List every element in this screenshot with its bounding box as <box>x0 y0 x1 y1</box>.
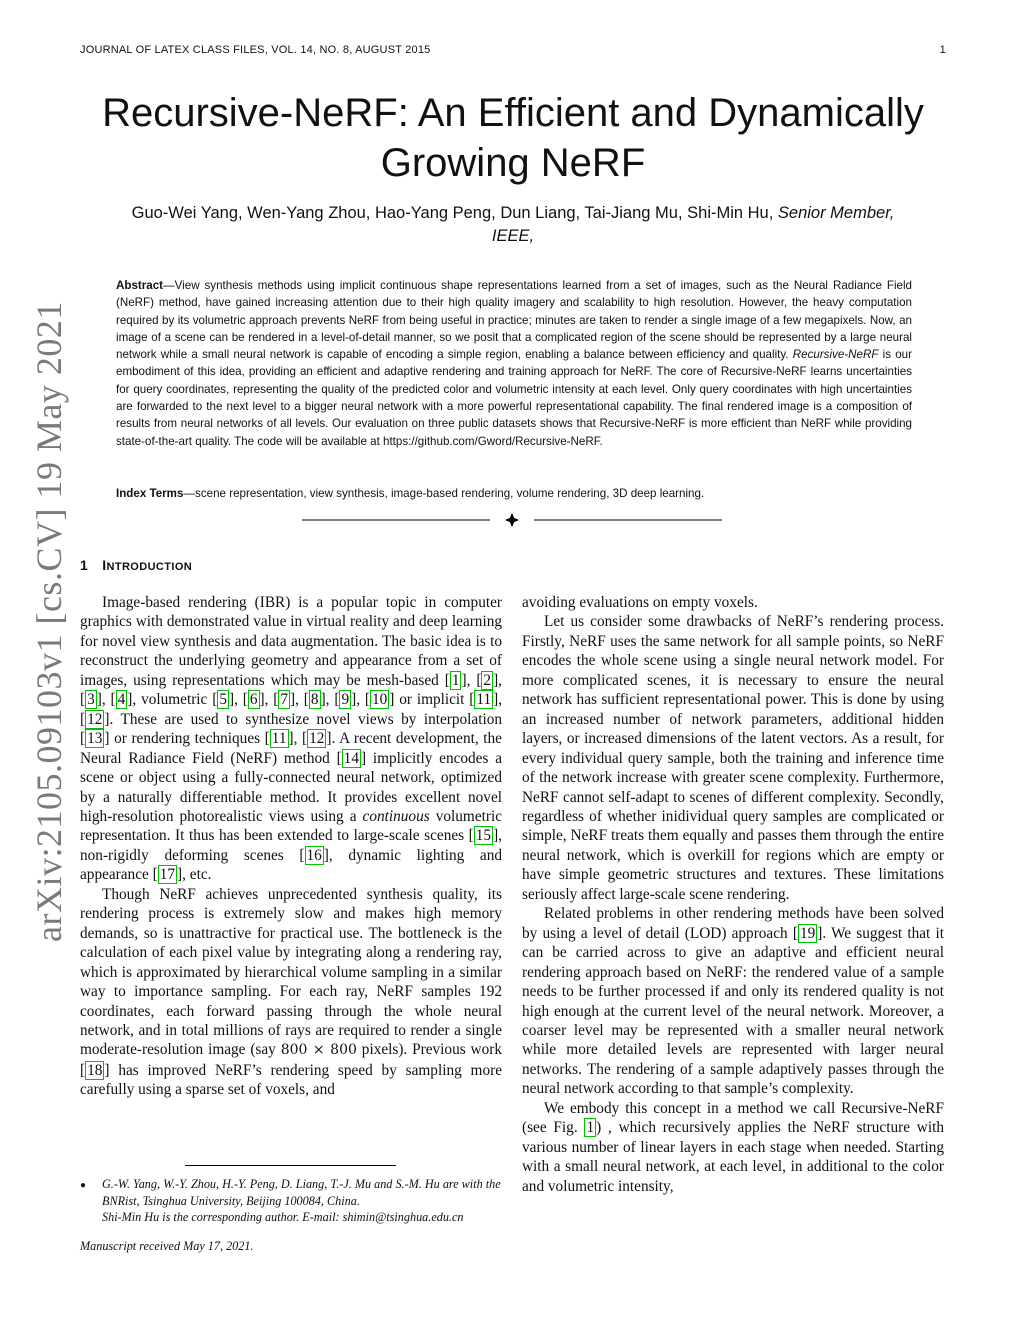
paragraph <box>522 1099 944 1196</box>
emphasis: continuous <box>362 807 430 825</box>
citation-link[interactable]: 13 <box>87 730 103 748</box>
text-run: Related problems in other rendering methods have been solved by using a level of detail (LOD) approach <box>522 905 944 942</box>
citation-link[interactable]: 8 <box>310 691 319 709</box>
citation-link[interactable]: 4 <box>117 691 126 709</box>
text-run: , etc. <box>182 866 212 884</box>
text-run: , volumetric <box>132 691 213 709</box>
index-terms <box>116 485 912 502</box>
page-number: 1 <box>939 44 946 56</box>
paragraph: Related problems in other rendering methods have been solved by using a level of detail (LOD) approach [ 19 ]. We suggest that it can be carried across to give an adaptive and efficient neural rendering approach based on NeRF: the rendered value of a sample needs to be further processed if and only its rendered quality is not high enough at the current level of the neural network. Moreover, a coarser level may be represented with a smaller neural network while more detailed levels are represented with larger neural networks. The rendering of a sample adaptively passes through the neural network according to that sample’s complexity. <box>522 905 944 1098</box>
citation-link[interactable]: 12 <box>87 710 103 728</box>
abstract-emphasis: Recursive-NeRF <box>792 348 879 362</box>
citation-link[interactable]: 12 <box>309 730 325 748</box>
text-run: We embody this concept in a method we call Recursive-NeRF (see Fig. <box>522 1099 944 1137</box>
citation-link[interactable]: 6 <box>249 691 258 709</box>
text-run: Image-based rendering (IBR) is a popular topic in computer graphics with demonstrated value in virtual reality and deep learning for novel view synthesis and data augmentation. The basic idea is to reconstruct the underlying geometry and appearance from a set of images, using representations which may be mesh-based <box>80 594 502 689</box>
text-run: volumetric representation. It thus has been extended to large-scale scenes <box>80 807 502 845</box>
text-run: . We suggest that it can be carried across to give an adaptive and efficient neural rendering approach based on NeRF: the rendered value of a sample needs to be further processed if and only its rendered quality is not high enough at the current level of the neural network. Moreover, a coarser level may be represented with a smaller neural network while more detailed levels are represented with larger neural networks. The rendering of a sample adaptively passes through the neural network according to that sample’s complexity. <box>522 924 944 1098</box>
citation-link[interactable]: 5 <box>219 691 227 709</box>
text-run: implicitly encodes a scene or object using a fully-connected neural network, optimized by a naturally differentiable method. It provides excellent novel high-resolution photorealistic views using a <box>80 749 502 825</box>
author-honor: Senior Member, IEEE, <box>491 204 895 245</box>
section-number: 1 <box>80 557 89 573</box>
text-run: ) , which recursively applies the NeRF structure with various number of linear layers in each stage when needed. Starting with a small neural network, at each level, in additional to the color and volumetric intensity, <box>522 1119 944 1195</box>
text-run: . A recent development, the Neural Radiance Field (NeRF) method <box>80 730 502 767</box>
paragraph: avoiding evaluations on empty voxels. <box>522 594 758 611</box>
citation-link[interactable]: 10 <box>371 691 388 709</box>
arxiv-stamp: arXiv:2105.09103v1 [cs.CV] 19 May 2021 <box>29 301 69 942</box>
text-run: pixels). Previous work <box>356 1041 502 1059</box>
section-initial: I <box>102 557 107 573</box>
paragraph: Let us consider some drawbacks of NeRF’s rendering process. Firstly, NeRF uses the same network for all sample points, so NeRF encodes the whole scene using a single neural network model. For more complicated scenes, it is necessary to ensure the neural network has sufficient representational power. This is done by using an increased number of network parameters, additional hidden layers, or increased dimensions of the latent vectors. As a result, for every individual query sample, both the training and inference time of the network increase with greater scene complexity. Furthermore, NeRF cannot self-adapt to scenes of different complexity. Secondly, regardless of whether inidividual query samples are complicated or simple, NeRF treats them equally and passes them through the entire neural network, which is overkill for regions which are empty or have simple geometric structures and textures. These limitations seriously affect large-scale scene rendering. <box>522 613 944 903</box>
left-column <box>80 593 502 1100</box>
paragraph: Though NeRF achieves unprecedented synthesis quality, its rendering process is extremely slow and makes high memory demands, so is unattractive for practical use. The bottleneck is the calculation of each pixel value by integrating along a rendering ray, which is approximated by hierarchical volume sampling in a similar way to importance sampling. For each ray, NeRF samples 192 coordinates, each forward passing through the whole neural network, and in total millions of rays are required to render a single moderate-resolution image (say 800 × 800 pixels). Previous work [ 18 ] has improved NeRF’s rendering speed by sampling more carefully using a sparse set of voxels, and <box>80 885 502 1099</box>
text-run: , non-rigidly deforming scenes <box>80 827 502 864</box>
citation-link[interactable]: 16 <box>306 846 322 864</box>
text-run: . These are used to synthesize novel views by interpolation <box>109 710 502 728</box>
section-separator <box>302 512 722 528</box>
diamond-ornament-icon <box>505 513 519 527</box>
index-terms-label: Index Terms <box>116 487 184 500</box>
footnote <box>80 1176 502 1254</box>
citation-link[interactable]: 19 <box>799 924 816 942</box>
text-run: Though NeRF achieves unprecedented synthesis quality, its rendering process is extremely slow and makes high memory demands, so is unattractive for practical use. The bottleneck is the calculation of each pixel value by integrating along a rendering ray, which is approximated by hierarchical volume sampling in a similar way to importance sampling. For each ray, NeRF samples 192 coordinates, each forward passing through the whole neural network, and in total millions of rays are required to render a single moderate-resolution image (say <box>80 885 502 1059</box>
citation-link[interactable]: 2 <box>483 671 492 689</box>
footnote-corresponding: Shi-Min Hu is the corresponding author. E-mail: shimin@tsinghua.edu.cn <box>102 1210 464 1224</box>
section-heading <box>80 557 192 573</box>
figure-link[interactable]: 1 <box>586 1119 595 1137</box>
abstract-text-2: is our embodiment of this idea, providing an efficient and adaptive rendering and training approach for NeRF. The core of Recursive-NeRF learns uncertainties for query coordinates, representing the quality of the predicted color and volumetric intensity at each level. Only query coordinates with high uncertainties are forwarded to the next level to a bigger neural network with a more powerful representational capability. The final rendered image is a composition of results from neural networks of all levels. Our evaluation on three public datasets shows that Recursive-NeRF is more efficient than NeRF while providing state-of-the-art quality. The code will be available at https://github.com/Gword/Recursive-NeRF. <box>116 348 912 448</box>
paper-title: Recursive-NeRF: An Efficient and Dynamically Growing NeRF <box>102 91 924 185</box>
right-column <box>522 593 944 1196</box>
citation-link[interactable]: 1 <box>451 671 460 689</box>
journal-header: JOURNAL OF LATEX CLASS FILES, VOL. 14, NO. 8, AUGUST 2015 <box>80 44 431 56</box>
abstract <box>116 277 912 450</box>
citation-link[interactable]: 11 <box>271 730 287 748</box>
section-title-rest: NTRODUCTION <box>106 561 193 573</box>
citation-link[interactable]: 3 <box>87 691 95 709</box>
manuscript-note: Manuscript received May 17, 2021. <box>80 1238 254 1253</box>
author-names: Guo-Wei Yang, Wen-Yang Zhou, Hao-Yang Peng, Dun Liang, Tai-Jiang Mu, Shi-Min Hu, <box>131 204 778 222</box>
math-expression: 800 × 800 <box>280 1042 357 1059</box>
footnote-body <box>102 1176 502 1226</box>
text-run: or implicit <box>394 691 470 709</box>
text-run: or rendering techniques <box>109 730 265 748</box>
text-run: has improved NeRF’s rendering speed by sampling more carefully using a sparse set of voxels, and <box>80 1061 502 1099</box>
citation-link[interactable]: 15 <box>475 827 492 845</box>
citation-link[interactable]: 18 <box>87 1061 103 1079</box>
text-run: , dynamic lighting and appearance <box>80 846 502 884</box>
abstract-text-1: —View synthesis methods using implicit continuous shape representations learned from a set of images, such as the Neural Radiance Field (NeRF) method, have gained increasing attention due to their high quality imagery and scalability to high resolution. However, the heavy computation required by its volumetric approach prevents NeRF from being useful in practice; minutes are taken to render a single image of a few megapixels. Now, an image of a scene can be rendered in a level-of-detail manner, so we posit that a complicated region of the scene should be represented by a large neural network while a small neural network is capable of encoding a simple region, enabling a balance between efficiency and quality. <box>116 279 912 362</box>
author-list <box>110 202 916 248</box>
citation-link[interactable]: 11 <box>476 691 492 709</box>
citation-link[interactable]: 14 <box>343 749 359 767</box>
index-terms-text: —scene representation, view synthesis, image-based rendering, volume rendering, 3D deep learning. <box>183 487 705 500</box>
citation-link[interactable]: 7 <box>280 691 289 709</box>
paragraph: Image-based rendering (IBR) is a popular topic in computer graphics with demonstrated value in virtual reality and deep learning for novel view synthesis and data augmentation. The basic idea is to reconstruct the underlying geometry and appearance from a set of images, using representations which may be mesh-based [ 1 ], [ 2 ], [ 3 ], [ 4 ], volumetric [ 5 ], [ 6 ], [ 7 ], [ 8 ], [ 9 ], [ 10 ] or implicit [ 11 ], [ 12 ]. These are used to synthesize novel views by interpolation [ 13 ] or rendering techniques [ 11 ], [ 12 ]. A recent development, the Neural Radiance Field (NeRF) method [ 14 ] implicitly encodes a scene or object using a fully-connected neural network, optimized by a naturally differentiable method. It provides excellent novel high-resolution photorealistic views using a continuous volumetric representation. It thus has been extended to large-scale scenes [ 15 ], non-rigidly deforming scenes [ 16 ], dynamic lighting and appearance [ 17 ], etc. <box>80 594 503 884</box>
abstract-label: Abstract <box>116 279 164 292</box>
citation-link[interactable]: 9 <box>341 691 350 709</box>
citation-link[interactable]: 17 <box>159 866 176 884</box>
footnote-rule <box>185 1165 396 1166</box>
footnote-affiliation: G.-W. Yang, W.-Y. Zhou, H.-Y. Peng, D. Liang, T.-J. Mu and S.-M. Hu are with the BNRist, Tsinghua University, Beijing 100084, China. <box>102 1177 501 1208</box>
bullet-icon: ● <box>80 1180 87 1191</box>
